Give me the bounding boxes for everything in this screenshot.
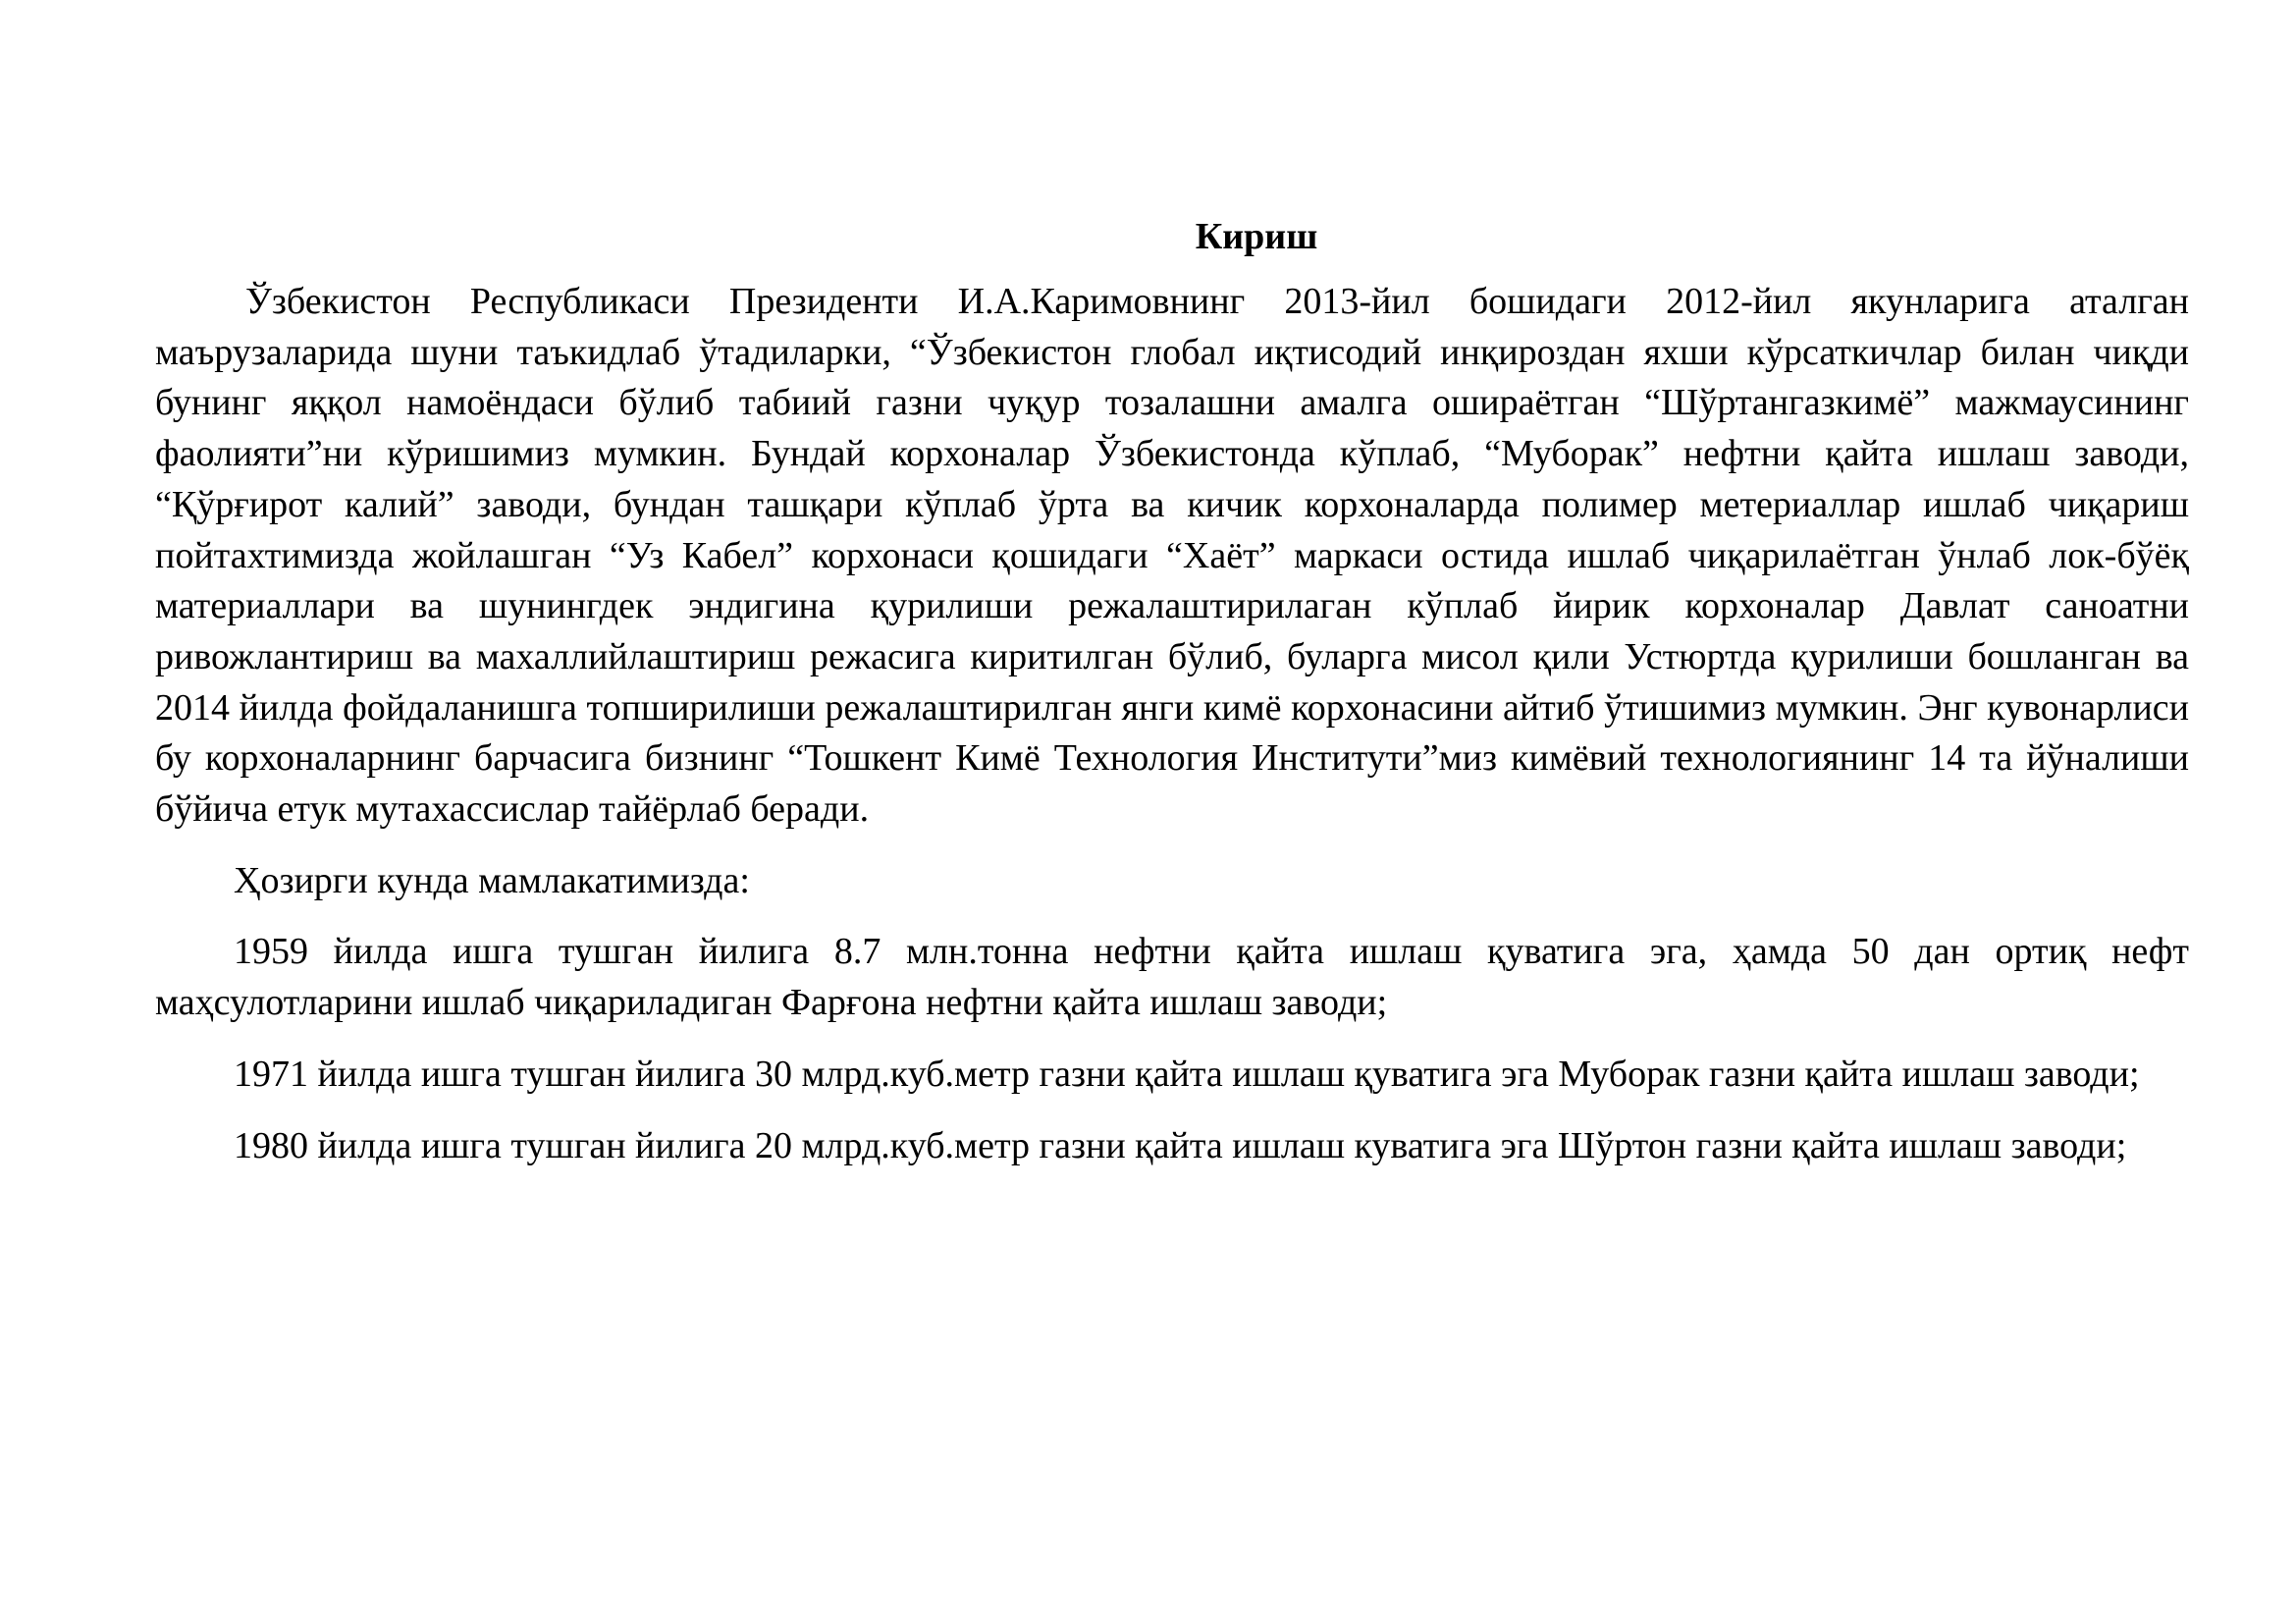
paragraph-current-state: Ҳозирги кунда мамлакатимизда:	[234, 859, 750, 901]
paragraph-muborak-plant: 1971 йилда ишга тушган йилига 30 млрд.куб.метр газни қайта ишлаш қуватига эга Муборак газни қайта ишлаш заводи;	[234, 1053, 2140, 1095]
document-page	[155, 208, 2189, 1171]
paragraph-intro: Ўзбекистон Республикаси Президенти И.А.Каримовнинг 2013-йил бошидаги 2012-йил якунларига аталган маърузаларида шуни таъкидлаб ўтадиларки, “Ўзбекистон глобал иқтисодий инқироздан яхши кўрсаткичлар билан чиқди бунинг яққол намоёндаси бўлиб табиий газни чуқур тозалашни амалга ошираётган “Шўртангазкимё” мажмаусининг фаолияти”ни кўришимиз мумкин. Бундай корхоналар Ўзбекистонда кўплаб, “Муборак” нефтни қайта ишлаш заводи, “Қўрғирот калий” заводи, бундан ташқари кўплаб ўрта ва кичик корхоналарда полимер метериаллар ишлаб чиқариш пойтахтимизда жойлашган “Уз Кабел” корхонаси қошидаги “Хаёт” маркаси остида ишлаб чиқарилаётган ўнлаб лок-бўёқ материаллари ва шунингдек эндигина қурилиши режалаштирилаган кўплаб йирик корхоналар Давлат саноатни ривожлантириш ва махаллийлаштириш режасига киритилган бўлиб, буларга мисол қили Устюртда қурилиши бошланган ва 2014 йилда фойдаланишга топширилиши режалаштирилган янги кимё корхонасини айтиб ўтишимиз мумкин. Энг кувонарлиси бу корхоналарнинг барчасига бизнинг “Тошкент Кимё Технология Институти”миз кимёвий технологиянинг 14 та йўналиши бўйича етук мутахассислар тайёрлаб беради.	[155, 281, 2189, 831]
document-title: Кириш	[1195, 216, 1318, 257]
paragraph-fergana-refinery: 1959 йилда ишга тушган йилига 8.7 млн.тонна нефтни қайта ишлаш қуватига эга, ҳамда 50 дан ортиқ нефт маҳсулотларини ишлаб чиқариладиган Фарғона нефтни қайта ишлаш заводи;	[155, 931, 2189, 1024]
paragraph-shurtan-plant: 1980 йилда ишга тушган йилига 20 млрд.куб.метр газни қайта ишлаш куватига эга Шўртон газни қайта ишлаш заводи;	[234, 1124, 2127, 1166]
